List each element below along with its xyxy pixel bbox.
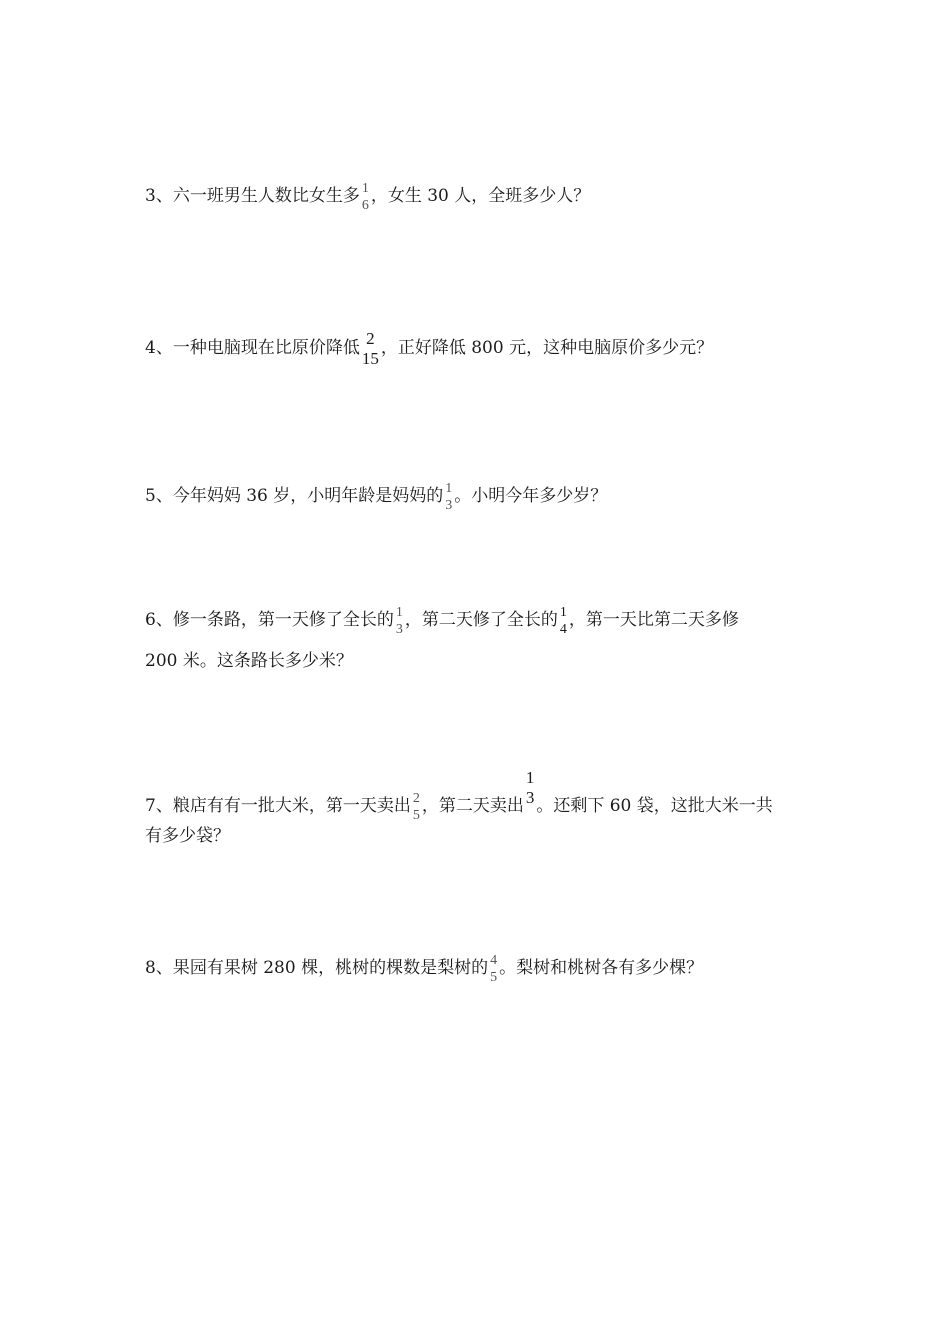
- question-text: 4、一种电脑现在比原价降低: [145, 338, 360, 358]
- fraction: 4 5: [490, 952, 498, 985]
- question-4: [145, 328, 713, 369]
- question-text: 有多少袋？: [145, 826, 230, 846]
- question-text: 5、今年妈妈 36 岁，小明年龄是妈妈的: [145, 486, 444, 506]
- question-text: 6、修一条路，第一天修了全长的: [145, 610, 394, 630]
- question-text: 。小明今年多少岁？: [454, 486, 608, 506]
- question-text: ，女生 30 人，全班多少人？: [370, 186, 591, 206]
- question-text: ，第一天比第二天多修: [568, 610, 739, 630]
- question-8: [145, 948, 703, 988]
- question-3: [145, 176, 590, 216]
- question-text: 。还剩下 60 袋，这批大米一共: [536, 796, 773, 816]
- question-text: 200 米。这条路长多少米？: [145, 651, 353, 671]
- fraction: 1 6: [361, 180, 369, 213]
- fraction: 2 5: [412, 790, 420, 823]
- fraction: 1 3: [445, 480, 453, 513]
- fraction: 2 15: [361, 328, 379, 368]
- question-7-line-2: [145, 816, 230, 856]
- question-text: ，正好降低 800 元，这种电脑原价多少元？: [380, 338, 714, 358]
- fraction: 1 4: [559, 604, 567, 637]
- question-text: 。梨树和桃树各有多少棵？: [499, 958, 704, 978]
- question-6-line-2: [145, 641, 353, 681]
- question-5: [145, 476, 607, 516]
- question-text: 3、六一班男生人数比女生多: [145, 186, 360, 206]
- question-7: [145, 768, 773, 826]
- fraction: 1 3: [395, 604, 403, 637]
- question-text: 7、粮店有有一批大米，第一天卖出: [145, 796, 411, 816]
- question-text: ，第二天卖出: [421, 796, 524, 816]
- question-text: ，第二天修了全长的: [404, 610, 558, 630]
- question-6: [145, 600, 739, 640]
- question-text: 8、果园有果树 280 棵，桃树的棵数是梨树的: [145, 958, 489, 978]
- fraction: 1 3: [525, 768, 535, 807]
